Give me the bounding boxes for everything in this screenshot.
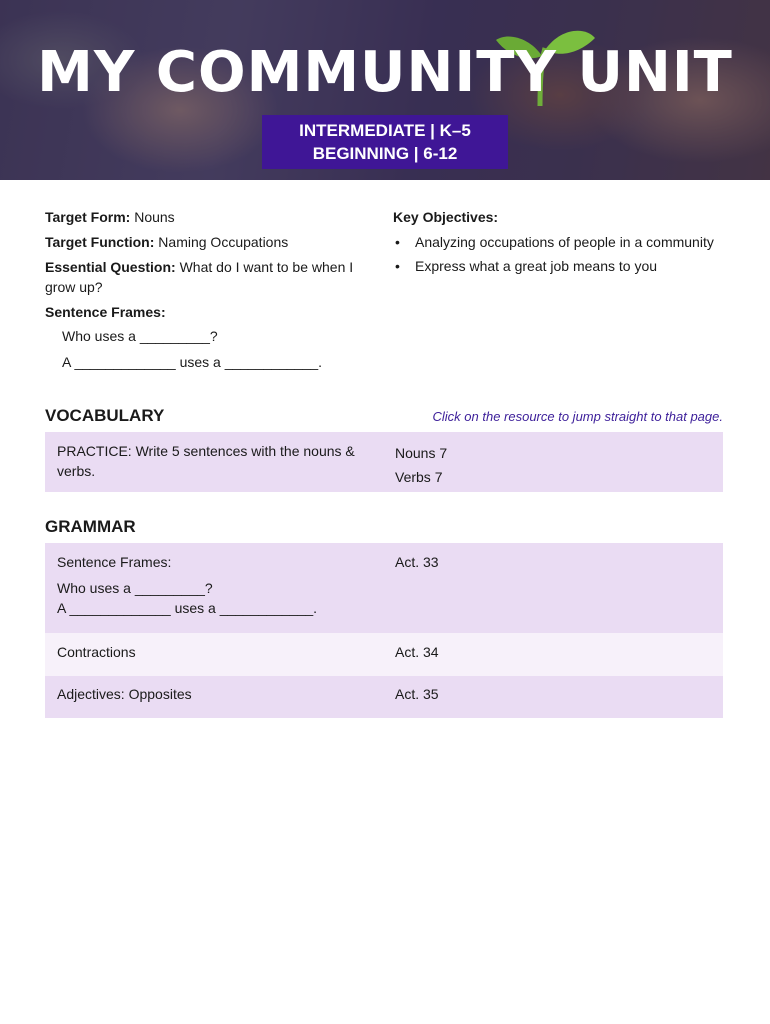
grammar-heading: GRAMMAR — [45, 517, 136, 536]
sentence-frames — [45, 302, 385, 372]
activity-link[interactable]: Act. 34 — [395, 644, 439, 660]
nouns-link[interactable]: Nouns 7 — [395, 445, 448, 461]
level-intermediate: INTERMEDIATE | K–5 — [299, 121, 471, 140]
table-row[interactable] — [45, 543, 723, 633]
essential-question — [45, 257, 385, 297]
level-badge — [262, 115, 508, 169]
vocabulary-heading: VOCABULARY — [45, 406, 165, 425]
target-form — [45, 207, 385, 227]
header-banner — [0, 0, 770, 180]
key-objectives-label: Key Objectives: — [393, 209, 499, 225]
sentence-frame: Who uses a _________? — [57, 580, 213, 596]
objective-item: • Analyzing occupations of people in a community — [395, 234, 714, 250]
unit-info — [45, 207, 385, 378]
objective-item: • Express what a great job means to you — [395, 258, 658, 274]
table-row[interactable] — [45, 633, 723, 676]
grammar-row-label: Adjectives: Opposites — [57, 686, 192, 702]
target-form-label: Target Form: — [45, 209, 131, 225]
vocabulary-table — [45, 432, 723, 492]
jump-note: Click on the resource to jump straight to that page. — [432, 409, 723, 424]
target-function-label: Target Function: — [45, 234, 155, 250]
table-row — [45, 432, 723, 492]
verbs-link[interactable]: Verbs 7 — [395, 469, 443, 485]
essential-question-value: What do I want to be when I grow up? — [45, 259, 354, 295]
activity-link[interactable]: Act. 33 — [395, 554, 439, 570]
page-title: MY COMMUNITY UNIT — [37, 40, 733, 105]
grammar-table — [45, 543, 723, 718]
table-row[interactable] — [45, 676, 723, 718]
grammar-row-label: Sentence Frames: — [57, 554, 172, 570]
sentence-frame: Who uses a _________? — [62, 328, 218, 344]
level-beginning: BEGINNING | 6-12 — [312, 144, 458, 163]
activity-link[interactable]: Act. 35 — [395, 686, 439, 702]
essential-question-label: Essential Question: — [45, 259, 176, 275]
practice-text: PRACTICE: Write 5 sentences with the nouns & verbs. — [57, 443, 355, 479]
target-function-value: Naming Occupations — [154, 234, 289, 250]
sentence-frames-label: Sentence Frames: — [45, 304, 166, 320]
target-form-value: Nouns — [130, 209, 175, 225]
target-function — [45, 232, 385, 252]
grammar-row-label: Contractions — [57, 644, 136, 660]
sentence-frame: A _____________ uses a ____________. — [62, 354, 323, 370]
key-objectives — [393, 207, 728, 280]
sentence-frame: A _____________ uses a ____________. — [57, 600, 318, 616]
